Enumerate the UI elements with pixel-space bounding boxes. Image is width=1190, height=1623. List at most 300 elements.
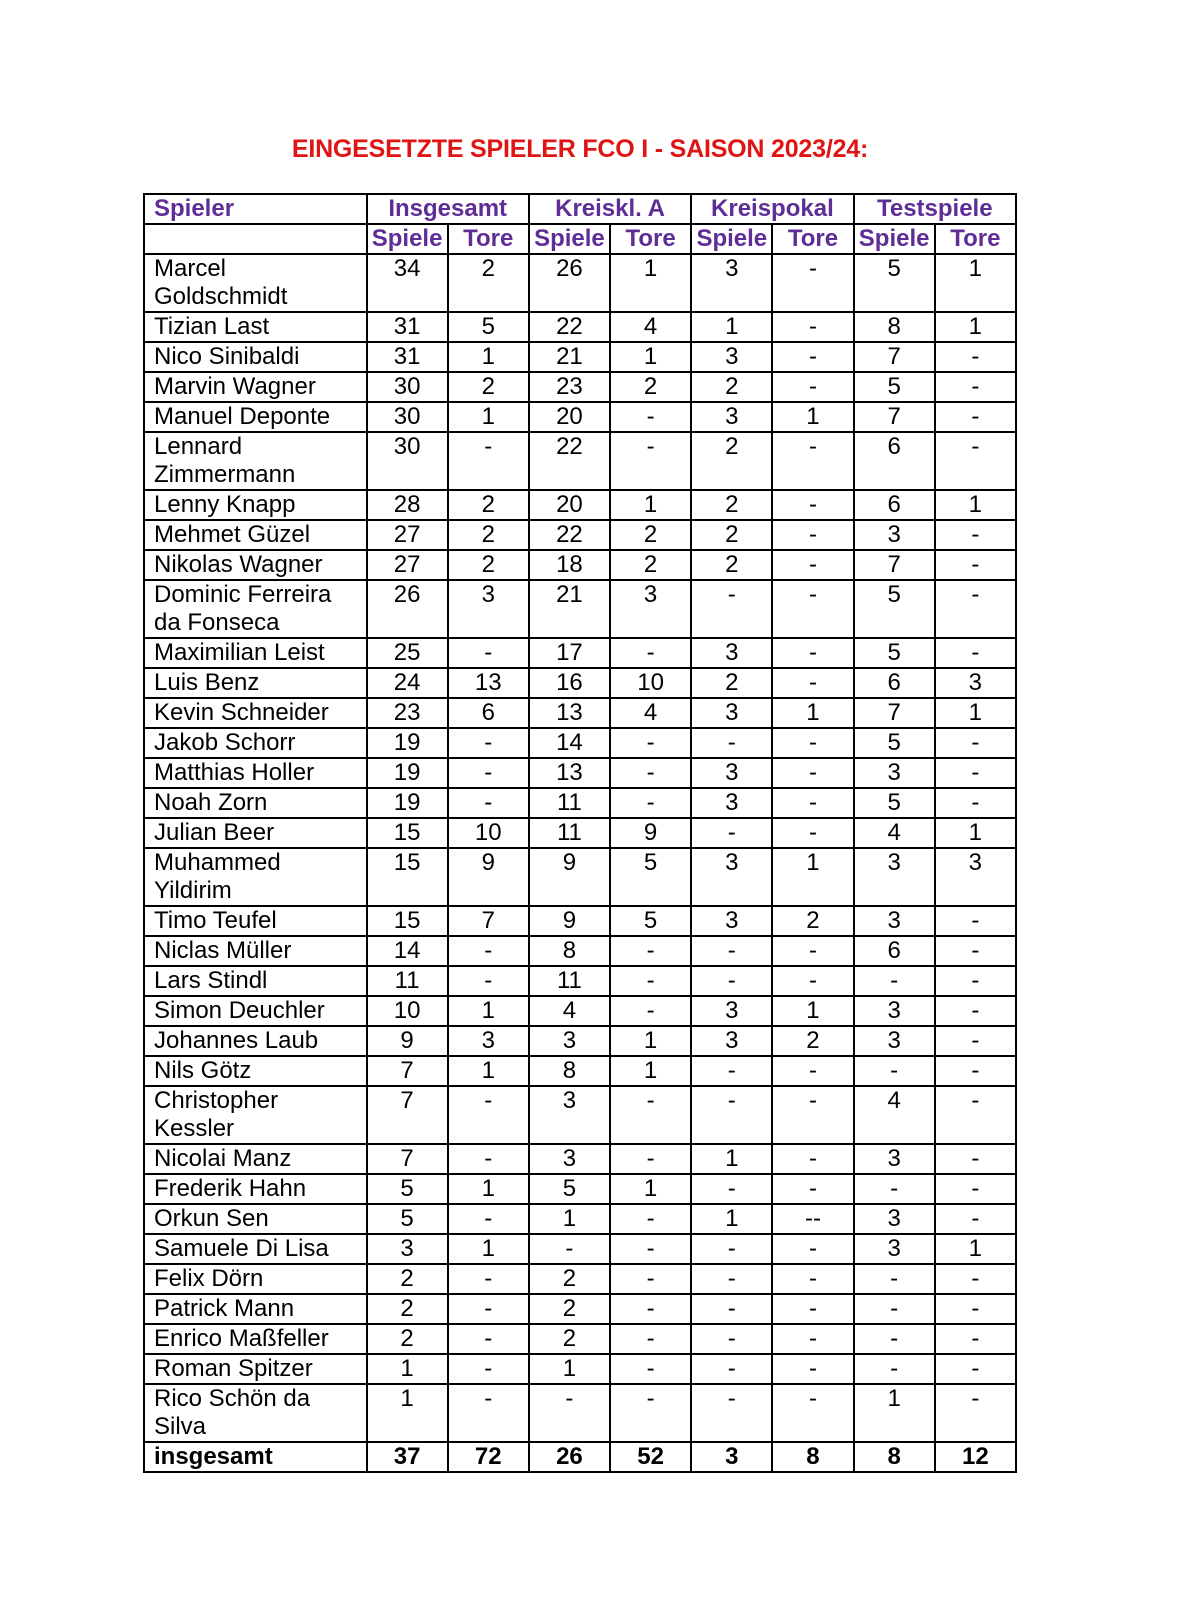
stat-cell: 30 [367, 432, 448, 490]
stat-cell: - [854, 966, 935, 996]
stat-cell: - [529, 1384, 610, 1442]
table-row [144, 342, 1016, 372]
group-header-insgesamt: Insgesamt [367, 194, 529, 224]
stat-cell: 1 [448, 342, 529, 372]
stat-cell: 3 [448, 1026, 529, 1056]
stat-cell: - [772, 936, 853, 966]
stat-cell: 2 [691, 372, 772, 402]
stat-cell: - [691, 1056, 772, 1086]
stat-cell: - [448, 1324, 529, 1354]
stat-cell: 21 [529, 342, 610, 372]
player-name: Mehmet Güzel [144, 520, 367, 550]
player-name: Lars Stindl [144, 966, 367, 996]
stat-cell: 1 [854, 1384, 935, 1442]
stat-cell: - [935, 1026, 1016, 1056]
stat-cell: 4 [854, 1086, 935, 1144]
stat-cell: - [935, 1204, 1016, 1234]
table-row [144, 490, 1016, 520]
stat-cell: 2 [691, 668, 772, 698]
subheader-spiele: Spiele [367, 224, 448, 254]
stat-cell: - [935, 1294, 1016, 1324]
stat-cell: 1 [610, 490, 691, 520]
subheader-tore: Tore [935, 224, 1016, 254]
stat-cell: 1 [935, 1234, 1016, 1264]
stat-cell: - [935, 758, 1016, 788]
stat-cell: 2 [448, 490, 529, 520]
total-cell: 72 [448, 1442, 529, 1472]
stat-cell: - [772, 788, 853, 818]
table-row [144, 638, 1016, 668]
player-name: Samuele Di Lisa [144, 1234, 367, 1264]
stat-cell: - [935, 520, 1016, 550]
stat-cell: 2 [448, 520, 529, 550]
player-name: Felix Dörn [144, 1264, 367, 1294]
table-row [144, 1264, 1016, 1294]
stat-cell: - [935, 432, 1016, 490]
stat-cell: 9 [610, 818, 691, 848]
stat-cell: 2 [367, 1294, 448, 1324]
table-row [144, 1174, 1016, 1204]
stat-cell: - [772, 966, 853, 996]
total-cell: 8 [854, 1442, 935, 1472]
stat-cell: - [772, 342, 853, 372]
total-label: insgesamt [144, 1442, 367, 1472]
table-row [144, 1056, 1016, 1086]
stat-cell: - [935, 342, 1016, 372]
stat-cell: 1 [935, 490, 1016, 520]
stat-cell: - [854, 1354, 935, 1384]
stat-cell: - [448, 758, 529, 788]
stat-cell: 3 [691, 254, 772, 312]
stat-cell: 10 [610, 668, 691, 698]
stat-cell: 2 [367, 1324, 448, 1354]
player-name: Manuel Deponte [144, 402, 367, 432]
stat-cell: 1 [610, 1026, 691, 1056]
stat-cell: 13 [448, 668, 529, 698]
stat-cell: - [935, 936, 1016, 966]
stat-cell: 1 [691, 1144, 772, 1174]
stat-cell: - [935, 550, 1016, 580]
table-row [144, 758, 1016, 788]
stat-cell: 22 [529, 432, 610, 490]
stat-cell: - [772, 1174, 853, 1204]
stat-cell: - [935, 1086, 1016, 1144]
stat-cell: - [448, 966, 529, 996]
stat-cell: 7 [367, 1144, 448, 1174]
stat-cell: 11 [529, 818, 610, 848]
stat-cell: 5 [448, 312, 529, 342]
stat-cell: 5 [854, 728, 935, 758]
player-name: Nico Sinibaldi [144, 342, 367, 372]
stat-cell: - [691, 1086, 772, 1144]
stat-cell: - [610, 966, 691, 996]
table-row [144, 550, 1016, 580]
stat-cell: 15 [367, 818, 448, 848]
stat-cell: - [854, 1294, 935, 1324]
stat-cell: 2 [691, 550, 772, 580]
stat-cell: - [935, 728, 1016, 758]
player-name: Muhammed Yildirim [144, 848, 367, 906]
stat-cell: 28 [367, 490, 448, 520]
stat-cell: 3 [935, 848, 1016, 906]
stat-cell: - [854, 1324, 935, 1354]
table-row [144, 372, 1016, 402]
stat-cell: - [935, 788, 1016, 818]
stat-cell: - [691, 1294, 772, 1324]
stat-cell: 1 [935, 818, 1016, 848]
stat-cell: 1 [935, 312, 1016, 342]
stat-cell: 30 [367, 372, 448, 402]
stat-cell: 3 [691, 698, 772, 728]
stat-cell: - [772, 580, 853, 638]
stat-cell: 13 [529, 698, 610, 728]
stat-cell: 27 [367, 520, 448, 550]
stat-cell: 1 [367, 1384, 448, 1442]
stat-cell: 7 [854, 550, 935, 580]
stat-cell: - [772, 1264, 853, 1294]
stat-cell: 3 [854, 520, 935, 550]
player-name: Nils Götz [144, 1056, 367, 1086]
stat-cell: 3 [691, 342, 772, 372]
stat-cell: 3 [529, 1026, 610, 1056]
stat-cell: 31 [367, 312, 448, 342]
stat-cell: 4 [854, 818, 935, 848]
total-cell: 8 [772, 1442, 853, 1472]
stat-cell: - [772, 1086, 853, 1144]
stat-cell: - [772, 490, 853, 520]
subheader-spiele: Spiele [529, 224, 610, 254]
table-row [144, 966, 1016, 996]
stat-cell: 10 [448, 818, 529, 848]
stat-cell: 2 [529, 1294, 610, 1324]
stat-cell: - [935, 1384, 1016, 1442]
stat-cell: - [772, 312, 853, 342]
stat-cell: - [448, 1384, 529, 1442]
stat-cell: 17 [529, 638, 610, 668]
stat-cell: 1 [610, 1056, 691, 1086]
stat-cell: 9 [529, 906, 610, 936]
stat-cell: - [935, 1174, 1016, 1204]
player-name: Jakob Schorr [144, 728, 367, 758]
stat-cell: - [691, 966, 772, 996]
stat-cell: - [610, 1384, 691, 1442]
player-name: Christopher Kessler [144, 1086, 367, 1144]
stat-cell: - [772, 520, 853, 550]
stat-cell: - [772, 668, 853, 698]
stat-cell: 1 [448, 1234, 529, 1264]
stat-cell: 1 [448, 1174, 529, 1204]
table-row [144, 1294, 1016, 1324]
stat-cell: - [448, 1086, 529, 1144]
stat-cell: 1 [772, 402, 853, 432]
stat-cell: 7 [854, 402, 935, 432]
stat-cell: - [935, 638, 1016, 668]
stat-cell: - [691, 1354, 772, 1384]
stat-cell: 3 [691, 906, 772, 936]
stat-cell: - [691, 1234, 772, 1264]
stat-cell: - [772, 1354, 853, 1384]
stat-cell: 2 [610, 372, 691, 402]
stat-cell: - [691, 1384, 772, 1442]
table-row [144, 668, 1016, 698]
stat-cell: - [772, 728, 853, 758]
stat-cell: 6 [854, 432, 935, 490]
stat-cell: - [772, 1384, 853, 1442]
subheader-row [144, 224, 1016, 254]
stat-cell: - [772, 1324, 853, 1354]
stat-cell: 24 [367, 668, 448, 698]
table-row [144, 996, 1016, 1026]
player-name: Maximilian Leist [144, 638, 367, 668]
stat-cell: 1 [610, 1174, 691, 1204]
player-name: Timo Teufel [144, 906, 367, 936]
stat-cell: - [448, 788, 529, 818]
total-cell: 52 [610, 1442, 691, 1472]
stat-cell: 10 [367, 996, 448, 1026]
stat-cell: 14 [529, 728, 610, 758]
stat-cell: 20 [529, 490, 610, 520]
stat-cell: 2 [610, 550, 691, 580]
stat-cell: 9 [367, 1026, 448, 1056]
stat-cell: 1 [935, 698, 1016, 728]
subheader-spacer [144, 224, 367, 254]
stat-cell: - [448, 728, 529, 758]
stat-cell: - [935, 906, 1016, 936]
player-name: Luis Benz [144, 668, 367, 698]
stat-cell: - [610, 402, 691, 432]
stat-cell: 1 [448, 402, 529, 432]
subheader-spiele: Spiele [854, 224, 935, 254]
stat-cell: - [691, 936, 772, 966]
table-row [144, 520, 1016, 550]
stat-cell: 34 [367, 254, 448, 312]
stat-cell: - [610, 1234, 691, 1264]
stat-cell: 2 [772, 906, 853, 936]
stat-cell: 19 [367, 788, 448, 818]
table-row [144, 1204, 1016, 1234]
player-name: Frederik Hahn [144, 1174, 367, 1204]
stat-cell: 13 [529, 758, 610, 788]
player-name: Roman Spitzer [144, 1354, 367, 1384]
group-header-kreispokal: Kreispokal [691, 194, 853, 224]
player-name: Noah Zorn [144, 788, 367, 818]
stat-cell: - [610, 1144, 691, 1174]
player-name: Dominic Ferreira da Fonseca [144, 580, 367, 638]
table-row [144, 402, 1016, 432]
stat-cell: - [691, 580, 772, 638]
stat-cell: 5 [854, 372, 935, 402]
total-cell: 12 [935, 1442, 1016, 1472]
stat-cell: - [610, 1354, 691, 1384]
stat-cell: - [610, 432, 691, 490]
table-row [144, 818, 1016, 848]
stat-cell: - [935, 402, 1016, 432]
stat-cell: 2 [610, 520, 691, 550]
stat-cell: - [772, 372, 853, 402]
stat-cell: - [772, 1144, 853, 1174]
stat-cell: - [935, 372, 1016, 402]
table-row [144, 848, 1016, 906]
stat-cell: 5 [854, 254, 935, 312]
stat-cell: 2 [691, 490, 772, 520]
stat-cell: 1 [935, 254, 1016, 312]
player-name: Kevin Schneider [144, 698, 367, 728]
stat-cell: 1 [691, 312, 772, 342]
stat-cell: 3 [854, 758, 935, 788]
stat-cell: 5 [529, 1174, 610, 1204]
stat-cell: 21 [529, 580, 610, 638]
stat-cell: 19 [367, 728, 448, 758]
stat-cell: - [691, 1324, 772, 1354]
subheader-tore: Tore [448, 224, 529, 254]
total-row [144, 1442, 1016, 1472]
stat-cell: - [935, 1056, 1016, 1086]
stat-cell: - [448, 1294, 529, 1324]
stat-cell: 2 [448, 550, 529, 580]
stat-cell: - [772, 432, 853, 490]
stat-cell: 19 [367, 758, 448, 788]
stat-cell: - [610, 936, 691, 966]
stat-cell: - [691, 1174, 772, 1204]
player-name: Nikolas Wagner [144, 550, 367, 580]
table-row [144, 1086, 1016, 1144]
stat-cell: 6 [854, 936, 935, 966]
stat-cell: 5 [610, 848, 691, 906]
stat-cell: - [610, 638, 691, 668]
stat-cell: 27 [367, 550, 448, 580]
stat-cell: 3 [854, 996, 935, 1026]
player-name: Marcel Goldschmidt [144, 254, 367, 312]
stat-cell: 11 [529, 788, 610, 818]
stat-cell: 5 [854, 638, 935, 668]
player-name: Julian Beer [144, 818, 367, 848]
table-row [144, 788, 1016, 818]
stat-cell: 11 [367, 966, 448, 996]
stat-cell: - [772, 638, 853, 668]
stat-cell: 1 [610, 254, 691, 312]
table-row [144, 1026, 1016, 1056]
stat-cell: 6 [854, 490, 935, 520]
stat-cell: 3 [448, 580, 529, 638]
group-header-kreiskl-a: Kreiskl. A [529, 194, 691, 224]
stat-cell: 25 [367, 638, 448, 668]
stat-cell: - [935, 966, 1016, 996]
stat-cell: 3 [935, 668, 1016, 698]
stat-cell: 1 [772, 848, 853, 906]
stat-cell: 3 [529, 1086, 610, 1144]
stat-cell: 3 [854, 1204, 935, 1234]
stat-cell: - [610, 728, 691, 758]
stat-cell: - [691, 728, 772, 758]
stat-cell: 2 [529, 1324, 610, 1354]
stat-cell: 4 [610, 698, 691, 728]
stat-cell: 5 [610, 906, 691, 936]
stat-cell: 1 [367, 1354, 448, 1384]
player-name: Lenny Knapp [144, 490, 367, 520]
table-row [144, 1354, 1016, 1384]
players-table [143, 193, 1017, 1473]
stat-cell: 15 [367, 848, 448, 906]
stat-cell: 3 [691, 758, 772, 788]
group-header-row [144, 194, 1016, 224]
stat-cell: 3 [691, 788, 772, 818]
subheader-spiele: Spiele [691, 224, 772, 254]
stat-cell: 5 [854, 580, 935, 638]
stat-cell: - [448, 638, 529, 668]
stat-cell: 3 [854, 848, 935, 906]
player-name: Rico Schön da Silva [144, 1384, 367, 1442]
stat-cell: 3 [854, 906, 935, 936]
stat-cell: 8 [529, 1056, 610, 1086]
stat-cell: - [691, 1264, 772, 1294]
stat-cell: 3 [854, 1144, 935, 1174]
stat-cell: 1 [691, 1204, 772, 1234]
stat-cell: 2 [529, 1264, 610, 1294]
document-page [143, 135, 1017, 1473]
table-row [144, 580, 1016, 638]
stat-cell: 2 [448, 254, 529, 312]
stat-cell: - [935, 1354, 1016, 1384]
table-row [144, 312, 1016, 342]
player-name: Simon Deuchler [144, 996, 367, 1026]
stat-cell: 7 [367, 1086, 448, 1144]
subheader-tore: Tore [772, 224, 853, 254]
stat-cell: - [610, 996, 691, 1026]
stat-cell: 3 [691, 848, 772, 906]
stat-cell: 5 [854, 788, 935, 818]
stat-cell: - [935, 996, 1016, 1026]
group-header-testspiele: Testspiele [854, 194, 1016, 224]
table-row [144, 254, 1016, 312]
stat-cell: 15 [367, 906, 448, 936]
total-cell: 3 [691, 1442, 772, 1472]
stat-cell: - [610, 788, 691, 818]
stat-cell: 1 [772, 698, 853, 728]
stat-cell: - [854, 1264, 935, 1294]
stat-cell: 1 [772, 996, 853, 1026]
stat-cell: 7 [367, 1056, 448, 1086]
stat-cell: - [610, 1294, 691, 1324]
stat-cell: 1 [610, 342, 691, 372]
stat-cell: - [610, 1086, 691, 1144]
stat-cell: 31 [367, 342, 448, 372]
player-name: Lennard Zimmermann [144, 432, 367, 490]
stat-cell: 2 [691, 432, 772, 490]
stat-cell: -- [772, 1204, 853, 1234]
stat-cell: - [448, 1204, 529, 1234]
player-name: Johannes Laub [144, 1026, 367, 1056]
stat-cell: - [854, 1056, 935, 1086]
stat-cell: - [610, 758, 691, 788]
stat-cell: 3 [691, 996, 772, 1026]
page-title: EINGESETZTE SPIELER FCO I - SAISON 2023/24: [291, 135, 869, 163]
stat-cell: 30 [367, 402, 448, 432]
stat-cell: 9 [529, 848, 610, 906]
stat-cell: - [935, 1264, 1016, 1294]
stat-cell: - [772, 550, 853, 580]
stat-cell: - [772, 818, 853, 848]
stat-cell: 23 [529, 372, 610, 402]
stat-cell: 16 [529, 668, 610, 698]
stat-cell: - [610, 1324, 691, 1354]
player-name: Tizian Last [144, 312, 367, 342]
stat-cell: 5 [367, 1174, 448, 1204]
total-cell: 26 [529, 1442, 610, 1472]
player-name: Marvin Wagner [144, 372, 367, 402]
stat-cell: 1 [448, 996, 529, 1026]
table-row [144, 1324, 1016, 1354]
table-row [144, 936, 1016, 966]
